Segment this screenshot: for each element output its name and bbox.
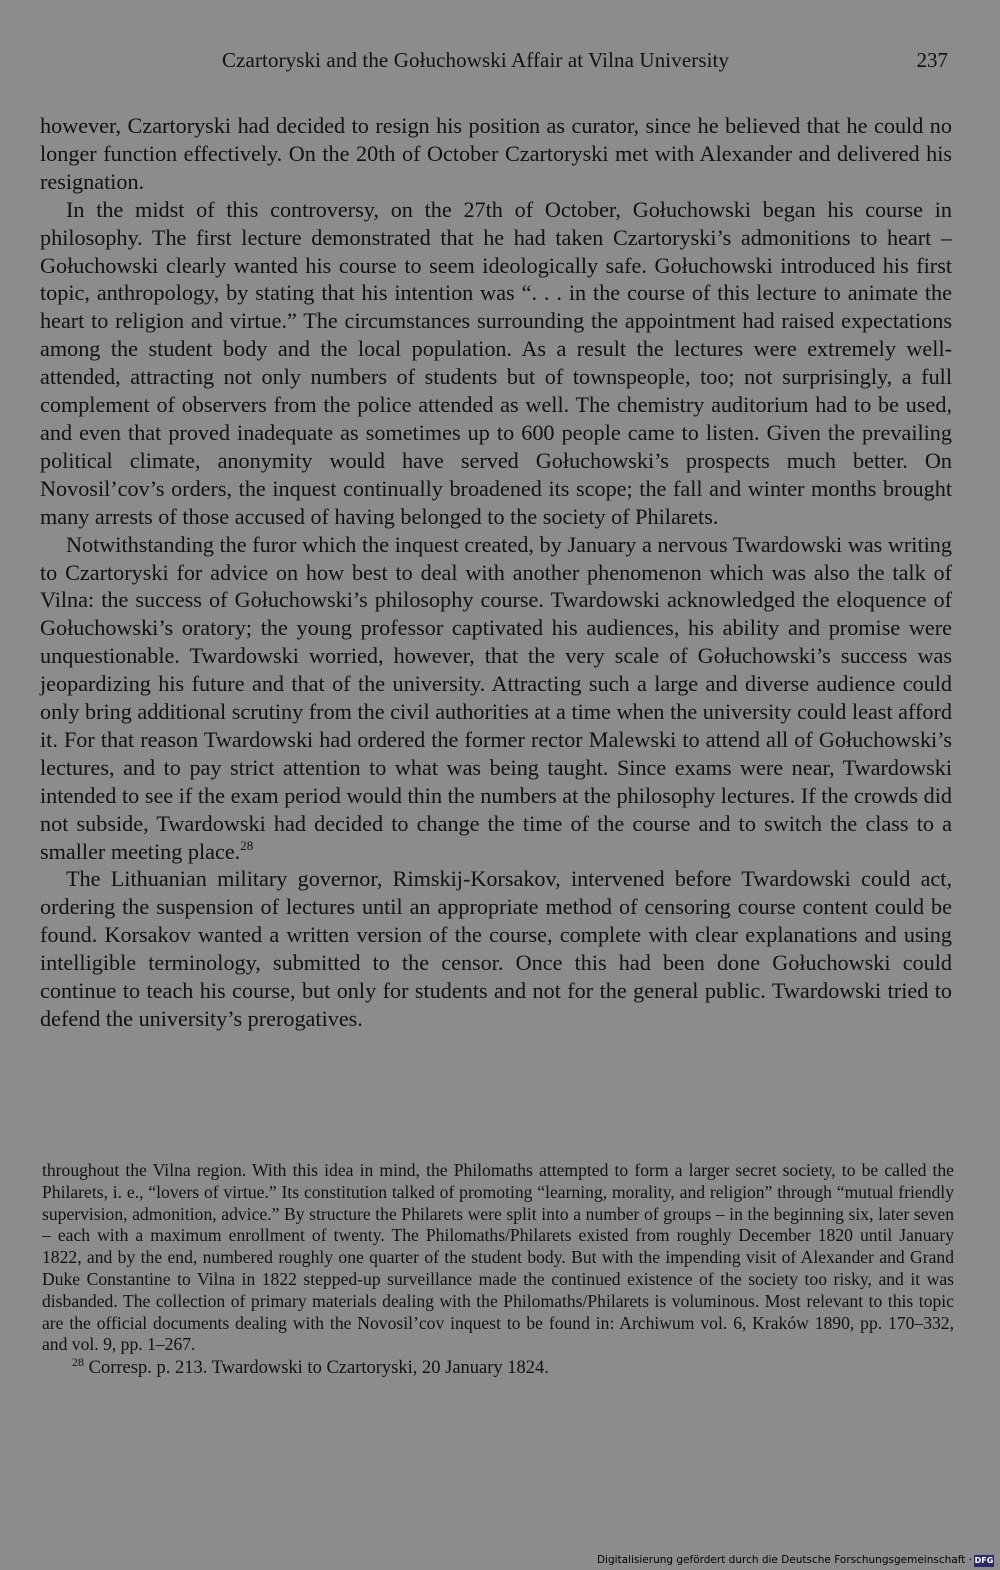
paragraph-1: however, Czartoryski had decided to resign his position as curator, since he believed that he could no longer function effectively. On the 20th of October Czartoryski met with Alexander and delivered his resignation. (40, 113, 952, 194)
footnote-28-text: Corresp. p. 213. Twardowski to Czartoryski, 20 January 1824. (88, 1358, 549, 1379)
paragraph-3-text: Notwithstanding the furor which the inquest created, by January a nervous Twardowski was writing to Czartoryski for advice on how best to deal with another phenomenon which was also the talk of Vilna: the success of Gołuchowski’s philosophy course. Twardowski acknowledged the eloquence of Gołuchowski’s oratory; the young professor captivated his audiences, his ability and promise were unquestionable. Twardowski worried, however, that the very scale of Gołuchowski’s success was jeopardizing his future and that of the university. Attracting such a large and diverse audience could only bring additional scrutiny from the civil authorities at a time when the university could least afford it. For that reason Twardowski had ordered the former rector Malewski to attend all of Gołuchowski’s lectures, and to pay strict attention to what was being taught. Since exams were near, Twardowski intended to see if the exam period would thin the numbers at the philosophy lectures. If the crowds did not subside, Twardowski had decided to change the time of the course and to switch the class to a smaller meeting place. (40, 531, 952, 864)
paragraph-4: The Lithuanian military governor, Rimskij-Korsakov, intervened before Twardowski could act, ordering the suspension of lectures until an appropriate method of censoring course content could be found. Korsakov wanted a written version of the course, complete with clear explanations and using intelligible terminology, submitted to the censor. Once this had been done Gołuchowski could continue to teach his course, but only for students and not for the general public. Twardowski tried to defend the university’s prerogatives. (40, 866, 952, 1031)
paragraph-3 (40, 531, 952, 866)
running-title: Czartoryski and the Gołuchowski Affair at Vilna University (222, 48, 730, 72)
footnote-28-marker: 28 (72, 1355, 84, 1370)
footnotes (42, 1160, 954, 1380)
footnote-ref-28[interactable]: 28 (240, 837, 254, 853)
dfg-logo: DFG (974, 1556, 994, 1565)
paragraph-2: In the midst of this controversy, on the 27th of October, Gołuchowski began his course in philosophy. The first lecture demonstrated that he had taken Czartoryski’s admonitions to heart – Gołuchowski clearly wanted his course to seem ideologically safe. Gołuchowski introduced his first topic, anthropology, by stating that his intention was “. . . in the course of this lecture to animate the heart to religion and virtue.” The circumstances surrounding the appointment had raised expectations among the student body and the local population. As a result the lectures were extremely well-attended, attracting not only numbers of students but of townspeople, too; not surprisingly, a full complement of observers from the police attended as well. The chemistry auditorium had to be used, and even that proved inadequate as sometimes up to 600 people came to listen. Given the prevailing political climate, anonymity would have served Gołuchowski’s prospects much better. On Novosil’cov’s orders, the inquest continually broadened its scope; the fall and winter months brought many arrests of those accused of having belonged to the society of Philarets. (40, 196, 952, 529)
footnote-continued: throughout the Vilna region. With this idea in mind, the Philomaths attempted to form a larger secret society, to be called the Philarets, i. e., “lovers of virtue.” Its constitution talked of promoting “learning, morality, and religion” through “mutual friendly supervision, admonition, advice.” By structure the Philarets were split into a number of groups – in the beginning six, later seven – each with a maximum enrollment of twenty. The Philomaths/Philarets existed from roughly December 1820 until January 1822, and by the end, numbered roughly one quarter of the student body. But with the impending visit of Alexander and Grand Duke Constantine to Vilna in 1822 stepped-up surveillance made the continued existence of the society too risky, and it was disbanded. The collection of primary materials dealing with the Philomaths/Philarets is voluminous. Most relevant to this topic are the official documents dealing with the Novosil’cov inquest to be found in: Archiwum vol. 6, Kraków 1890, pp. 170–332, and vol. 9, pp. 1–267. (42, 1160, 954, 1355)
main-text (40, 112, 952, 1033)
page-number: 237 (916, 48, 948, 72)
footnote-28 (42, 1355, 954, 1380)
digitization-credit: Digitalisierung gefördert durch die Deutsche Forschungsgemeinschaft · (596, 1554, 972, 1566)
